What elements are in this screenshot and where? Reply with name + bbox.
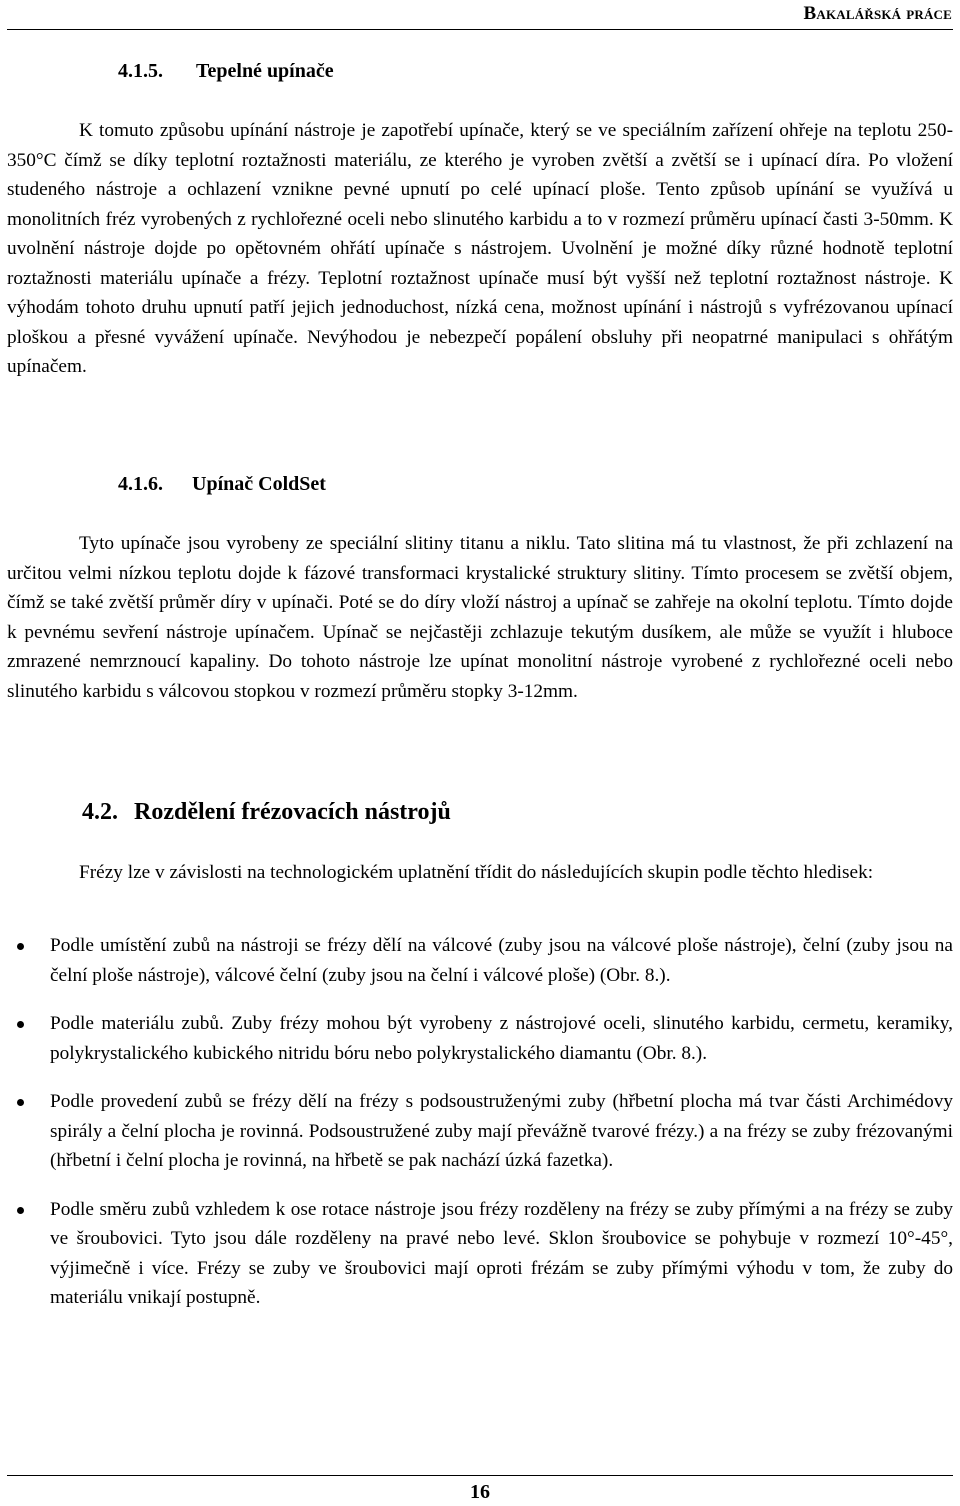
bullet-icon bbox=[17, 943, 24, 950]
section-title: Tepelné upínače bbox=[196, 60, 334, 82]
list-item bbox=[0, 1087, 953, 1176]
bullet-icon bbox=[17, 1207, 24, 1214]
section-number: 4.1.5. bbox=[118, 60, 163, 82]
classification-list bbox=[0, 931, 953, 1313]
list-item-text: Podle materiálu zubů. Zuby frézy mohou být vyrobeny z nástrojové oceli, slinutého karbidu, cermetu, keramiky, polykrystalického kubického nitridu bóru nebo polykrystalického diamantu (Obr. 8.). bbox=[50, 1013, 953, 1064]
bullet-icon bbox=[17, 1021, 24, 1028]
section-heading-4-1-5 bbox=[118, 60, 334, 83]
running-header: Bakalářská práce bbox=[803, 3, 952, 24]
list-item-text: Podle provedení zubů se frézy dělí na frézy s podsoustruženými zuby (hřbetní plocha má tvar části Archimédovy spirály a čelní plocha je rovinná. Podsoustružené zuby mají převážně tvarové frézy.) a na frézy se zuby frézovanými (hřbetní i čelní plocha je rovinná, na hřbetě se pak nachází úzká fazetka). bbox=[50, 1091, 953, 1171]
footer-rule bbox=[7, 1475, 953, 1476]
paragraph-rozdeleni-intro: Frézy lze v závislosti na technologickém uplatnění třídit do následujících skupin podle těchto hledisek: bbox=[79, 862, 874, 883]
list-item-text: Podle umístění zubů na nástroji se frézy dělí na válcové (zuby jsou na válcové ploše nástroje), čelní (zuby jsou na čelní ploše nástroje), válcové čelní (zuby jsou na čelní i válcové ploše) (Obr. 8.). bbox=[50, 935, 953, 986]
header-rule bbox=[7, 29, 953, 30]
bullet-icon bbox=[17, 1099, 24, 1106]
section-number: 4.2. bbox=[82, 799, 118, 825]
section-heading-4-2 bbox=[82, 799, 451, 826]
section-heading-4-1-6 bbox=[118, 473, 326, 496]
paragraph-tepelne-upinace: K tomuto způsobu upínání nástroje je zapotřebí upínače, který se ve speciálním zařízení ohřeje na teplotu 250-350°C čímž se díky teplotní roztažnosti materiálu, ze kterého je vyroben zvětší a zvětší se i upínací díra. Po vložení studeného nástroje a ochlazení vznikne pevné upnutí po celé upínací ploše. Tento způsob upínání se využívá u monolitních fréz vyrobených z rychlořezné oceli nebo slinutého karbidu a to v rozmezí průměru upínací časti 3-50mm. K uvolnění nástroje dojde po opětovném ohřátí upínače s nástrojem. Uvolnění je možné díky různé hodnotě teplotní roztažnosti materiálu upínače a frézy. Teplotní roztažnost upínače musí být vyšší než teplotní roztažnost nástroje. K výhodám tohoto druhu upnutí patří jejich jednoduchost, nízká cena, možnost upínání i nástrojů s vyfrézovanou upínací ploškou a přesné vyvážení upínače. Nevýhodou je nebezpečí popálení obsluhy při neopatrné manipulaci s ohřátým upínačem. bbox=[7, 120, 953, 377]
list-item bbox=[0, 931, 953, 990]
list-item bbox=[0, 1195, 953, 1313]
list-item-text: Podle směru zubů vzhledem k ose rotace nástroje jsou frézy rozděleny na frézy se zuby přímými a na frézy se zuby ve šroubovici. Tyto jsou dále rozděleny na pravé nebo levé. Sklon šroubovice se pohybuje v rozmezí 10°-45°, výjimečně i více. Frézy se zuby ve šroubovici mají oproti frézám se zuby přímými výhodu v tom, že zuby do materiálu vnikají postupně. bbox=[50, 1198, 953, 1308]
section-title: Upínač ColdSet bbox=[192, 473, 326, 495]
paragraph-coldset: Tyto upínače jsou vyrobeny ze speciální slitiny titanu a niklu. Tato slitina má tu vlastnost, že při zchlazení na určitou velmi nízkou teplotu dojde k fázové transformaci krystalické struktury slitiny. Tímto procesem se zvětší objem, čímž se také zvětší průměr díry v upínači. Poté se do díry vloží nástroj a upínač se zahřeje na okolní teplotu. Tímto dojde k pevnému sevření nástroje upínačem. Upínač se nejčastěji zchlazuje tekutým dusíkem, ale může se využít i hluboce zmrazené nemrznoucí kapaliny. Do tohoto nástroje lze upínat monolitní nástroje vyrobené z rychlořezné oceli nebo slinutého karbidu s válcovou stopkou v rozmezí průměru stopky 3-12mm. bbox=[7, 533, 953, 702]
list-item bbox=[0, 1009, 953, 1068]
page-number: 16 bbox=[470, 1481, 490, 1503]
section-number: 4.1.6. bbox=[118, 473, 163, 495]
section-title: Rozdělení frézovacích nástrojů bbox=[134, 799, 451, 825]
